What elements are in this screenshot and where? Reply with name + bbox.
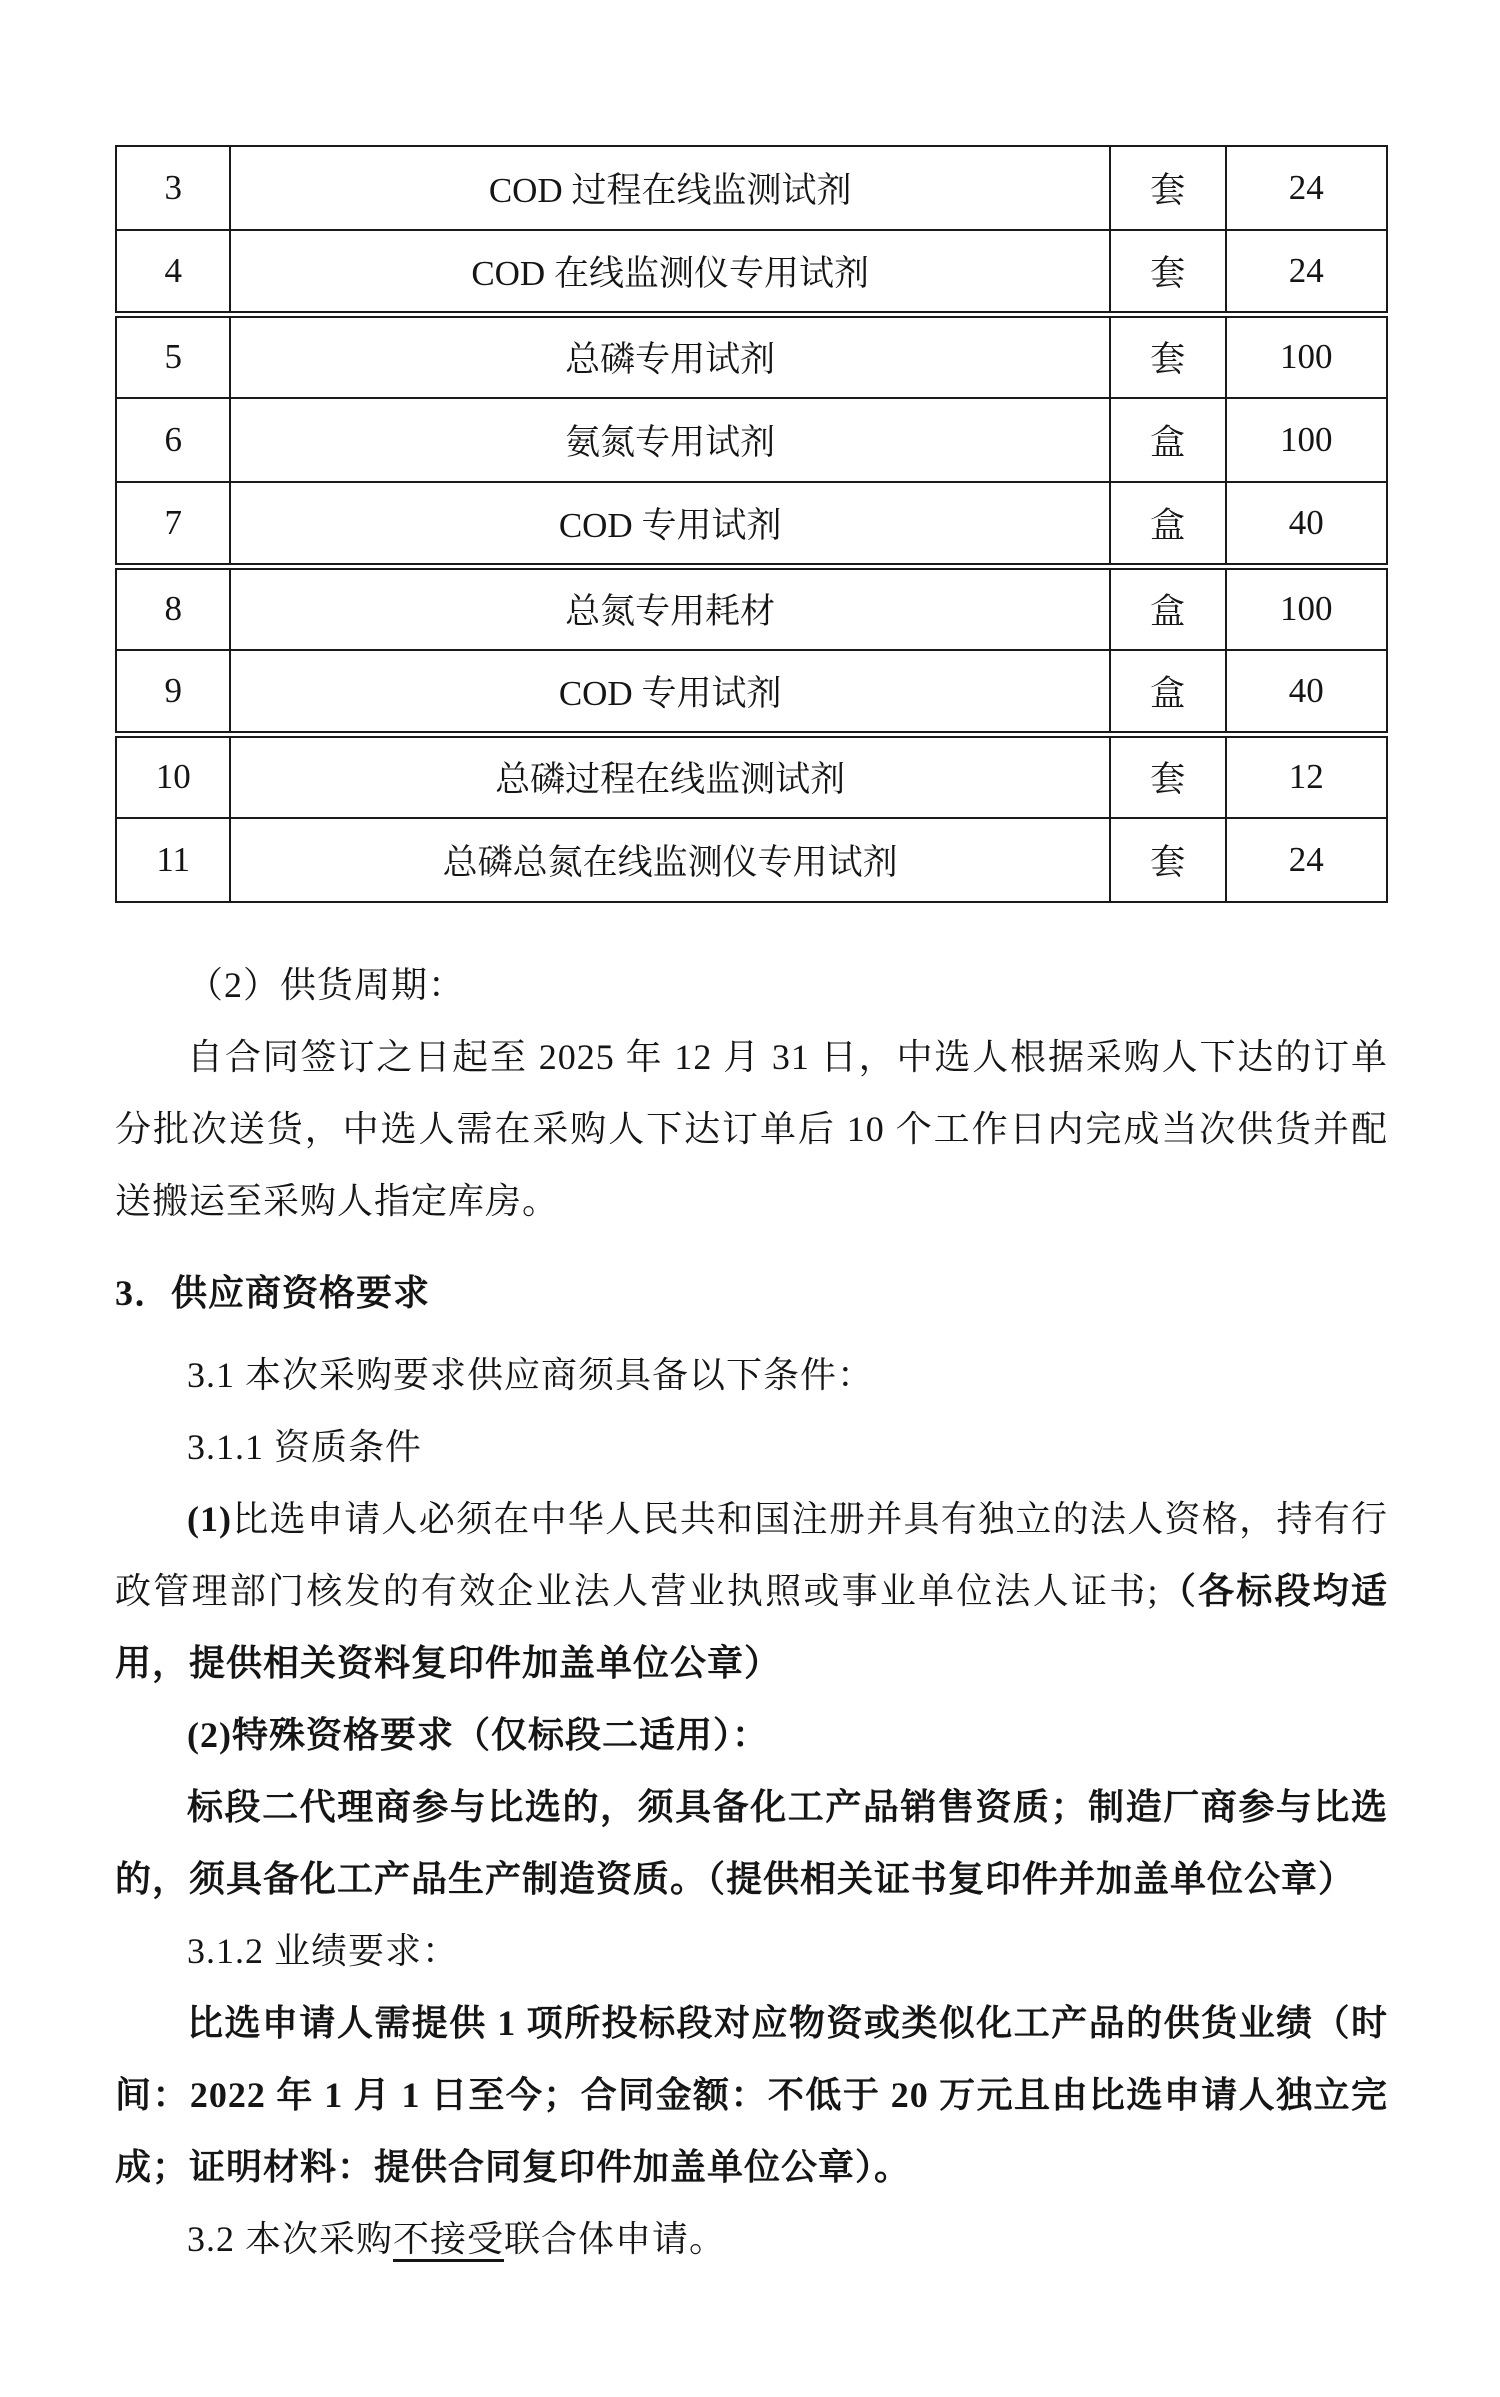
cell-item-name: COD 过程在线监测试剂: [230, 146, 1110, 230]
cell-item-unit: 盒: [1110, 398, 1226, 482]
text-run: 3．供应商资格要求: [115, 1273, 431, 1313]
cell-item-number: 10: [116, 734, 230, 818]
items-table: [115, 145, 1388, 903]
cell-item-unit: 盒: [1110, 566, 1226, 650]
text-run: 3.2 本次采购: [187, 2219, 394, 2259]
cell-item-name: COD 专用试剂: [230, 650, 1110, 734]
text-run: 自合同签订之日起至 2025 年 12 月 31 日，中选人根据采购人下达的订单分批次送货，中选人需在采购人下达订单后 10 个工作日内完成当次供货并配送搬运至采购人指定库房。: [115, 1037, 1388, 1221]
text-run: （各标段均适用，提供相关资料复印件加盖单位公章）: [115, 1571, 1388, 1683]
cell-item-number: 5: [116, 314, 230, 398]
clause-3-2: [115, 2203, 1388, 2275]
cell-item-quantity: 24: [1226, 230, 1387, 314]
cell-item-number: 9: [116, 650, 230, 734]
cell-item-quantity: 24: [1226, 146, 1387, 230]
text-run: 不接受: [393, 2219, 505, 2259]
text-run: 联合体申请。: [504, 2219, 727, 2259]
cell-item-unit: 盒: [1110, 650, 1226, 734]
cell-item-quantity: 40: [1226, 482, 1387, 566]
cell-item-number: 11: [116, 818, 230, 902]
section-heading-supplier-qualification: [115, 1257, 1388, 1329]
text-run: 3.1.2 业绩要求：: [187, 1931, 460, 1971]
table-row: [116, 734, 1387, 818]
cell-item-name: COD 专用试剂: [230, 482, 1110, 566]
performance-requirement-paragraph: [115, 1987, 1388, 2203]
cell-item-number: 3: [116, 146, 230, 230]
table-row: [116, 314, 1387, 398]
text-run: (1): [187, 1499, 232, 1539]
supply-cycle-paragraph: [115, 1021, 1388, 1237]
cell-item-number: 6: [116, 398, 230, 482]
cell-item-name: 氨氮专用试剂: [230, 398, 1110, 482]
cell-item-name: 总磷专用试剂: [230, 314, 1110, 398]
cell-item-unit: 套: [1110, 230, 1226, 314]
qualification-item-2-detail: [115, 1771, 1388, 1915]
cell-item-quantity: 24: [1226, 818, 1387, 902]
table-row: [116, 650, 1387, 734]
cell-item-quantity: 100: [1226, 566, 1387, 650]
cell-item-unit: 套: [1110, 146, 1226, 230]
cell-item-number: 7: [116, 482, 230, 566]
cell-item-name: 总磷过程在线监测试剂: [230, 734, 1110, 818]
cell-item-number: 4: [116, 230, 230, 314]
cell-item-name: COD 在线监测仪专用试剂: [230, 230, 1110, 314]
text-run: （2）供货周期：: [187, 965, 466, 1005]
cell-item-name: 总磷总氮在线监测仪专用试剂: [230, 818, 1110, 902]
text-run: 3.1.1 资质条件: [187, 1427, 423, 1467]
cell-item-unit: 套: [1110, 818, 1226, 902]
document-body-text: [115, 949, 1388, 2275]
cell-item-unit: 套: [1110, 734, 1226, 818]
clause-3-1-2: [115, 1915, 1388, 1987]
table-row: [116, 566, 1387, 650]
text-run: 标段二代理商参与比选的，须具备化工产品销售资质；制造厂商参与比选的，须具备化工产品生产制造资质。（提供相关证书复印件并加盖单位公章）: [115, 1787, 1388, 1899]
table-row: [116, 146, 1387, 230]
qualification-item-1: [115, 1483, 1388, 1699]
table-row: [116, 398, 1387, 482]
cell-item-quantity: 12: [1226, 734, 1387, 818]
cell-item-number: 8: [116, 566, 230, 650]
cell-item-quantity: 100: [1226, 314, 1387, 398]
table-row: [116, 230, 1387, 314]
cell-item-name: 总氮专用耗材: [230, 566, 1110, 650]
clause-3-1-1: [115, 1411, 1388, 1483]
cell-item-quantity: 100: [1226, 398, 1387, 482]
text-run: 比选申请人需提供 1 项所投标段对应物资或类似化工产品的供货业绩（时间：2022 年 1 月 1 日至今；合同金额：不低于 20 万元且由比选申请人独立完成；证明材料：提供合同复印件加盖单位公章）。: [115, 2003, 1388, 2187]
clause-3-1: [115, 1339, 1388, 1411]
text-run: 3.1 本次采购要求供应商须具备以下条件：: [187, 1355, 875, 1395]
table-row: [116, 482, 1387, 566]
supply-cycle-label: [115, 949, 1388, 1021]
table-row: [116, 818, 1387, 902]
qualification-item-2: [115, 1699, 1388, 1771]
text-run: 比选申请人必须在中华人民共和国注册并具有独立的法人资格，持有行政管理部门核发的有效企业法人营业执照或事业单位法人证书;: [115, 1499, 1388, 1611]
cell-item-quantity: 40: [1226, 650, 1387, 734]
cell-item-unit: 盒: [1110, 482, 1226, 566]
text-run: (2)特殊资格要求（仅标段二适用）：: [187, 1715, 769, 1755]
cell-item-unit: 套: [1110, 314, 1226, 398]
